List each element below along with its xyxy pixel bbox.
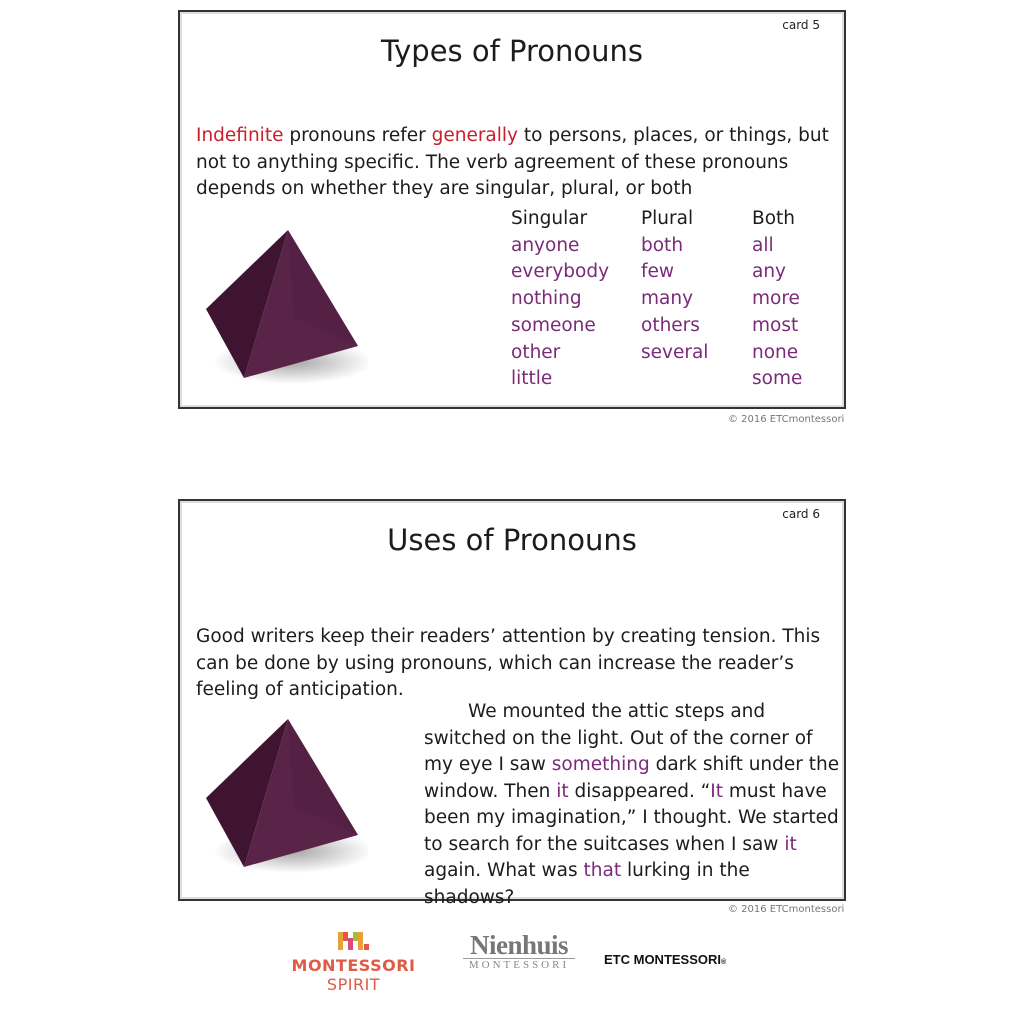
pronoun-item: anyone	[511, 234, 580, 256]
pronoun-highlight: something	[551, 754, 650, 775]
column-singular	[511, 206, 609, 393]
pronoun-item: most	[752, 314, 799, 336]
pronoun-item: others	[641, 314, 700, 336]
story-passage: We mounted the attic steps and switched on the light. Out of the corner of my eye I saw something dark shift under the window. Then it disappeared. “It must have been my imagination,” I thought. We started to search for the suitcases when I saw it again. What was that lurking in the shadows?	[424, 701, 840, 908]
highlight-word: generally	[431, 125, 518, 146]
pronoun-highlight: It	[710, 780, 724, 802]
pronoun-item: few	[641, 261, 675, 283]
column-heading: Singular	[511, 208, 588, 229]
pronoun-highlight: that	[583, 860, 622, 881]
card-number: card 6	[782, 507, 820, 521]
card-title: Types of Pronouns	[380, 34, 644, 68]
card-number: card 5	[782, 18, 820, 32]
column-plural	[641, 206, 708, 366]
copyright-notice: © 2016 ETCmontessori	[728, 904, 845, 915]
pronoun-item: more	[752, 288, 800, 310]
pronoun-item: both	[641, 234, 684, 256]
pronoun-item: none	[752, 341, 799, 363]
pronoun-item: everybody	[511, 261, 610, 283]
highlight-word: Indefinite	[196, 125, 284, 146]
pronoun-highlight: it	[556, 780, 569, 802]
card-types-of-pronouns	[178, 10, 846, 409]
pronoun-item: several	[641, 341, 709, 363]
pronoun-highlight: it	[784, 833, 797, 855]
nienhuis-logo: Nienhuis MONTESSORI	[463, 932, 575, 971]
pronoun-item: someone	[511, 314, 596, 336]
card-intro-text: Indefinite pronouns refer generally to persons, places, or things, but not to anything specific. The verb agreement of these pronouns depends on whether they are singular, plural, or both	[196, 125, 829, 199]
brand-logos	[0, 930, 1024, 994]
purple-pyramid-image	[198, 711, 368, 886]
card-intro-text: Good writers keep their readers’ attention by creating tension. This can be done by using pronouns, which can increase the reader’s feeling of anticipation.	[196, 626, 821, 700]
copyright-notice: © 2016 ETCmontessori	[728, 414, 845, 425]
pronoun-item: little	[511, 368, 553, 390]
pronoun-item: nothing	[511, 288, 582, 310]
column-heading: Plural	[641, 208, 694, 229]
pronoun-item: many	[641, 288, 694, 310]
purple-pyramid-image	[198, 222, 368, 397]
pronoun-item: any	[752, 261, 787, 283]
montessori-spirit-logo: MONTESSORI SPIRIT	[266, 930, 441, 994]
pronoun-item: some	[752, 368, 803, 390]
etc-montessori-logo: ETC MONTESSORI®	[604, 952, 727, 967]
pronoun-item: all	[752, 234, 774, 256]
pronoun-item: other	[511, 341, 561, 363]
montessori-spirit-m-icon	[337, 930, 371, 952]
column-heading: Both	[752, 208, 795, 229]
column-both	[752, 206, 802, 393]
card-uses-of-pronouns	[178, 499, 846, 908]
card-title: Uses of Pronouns	[387, 523, 637, 557]
